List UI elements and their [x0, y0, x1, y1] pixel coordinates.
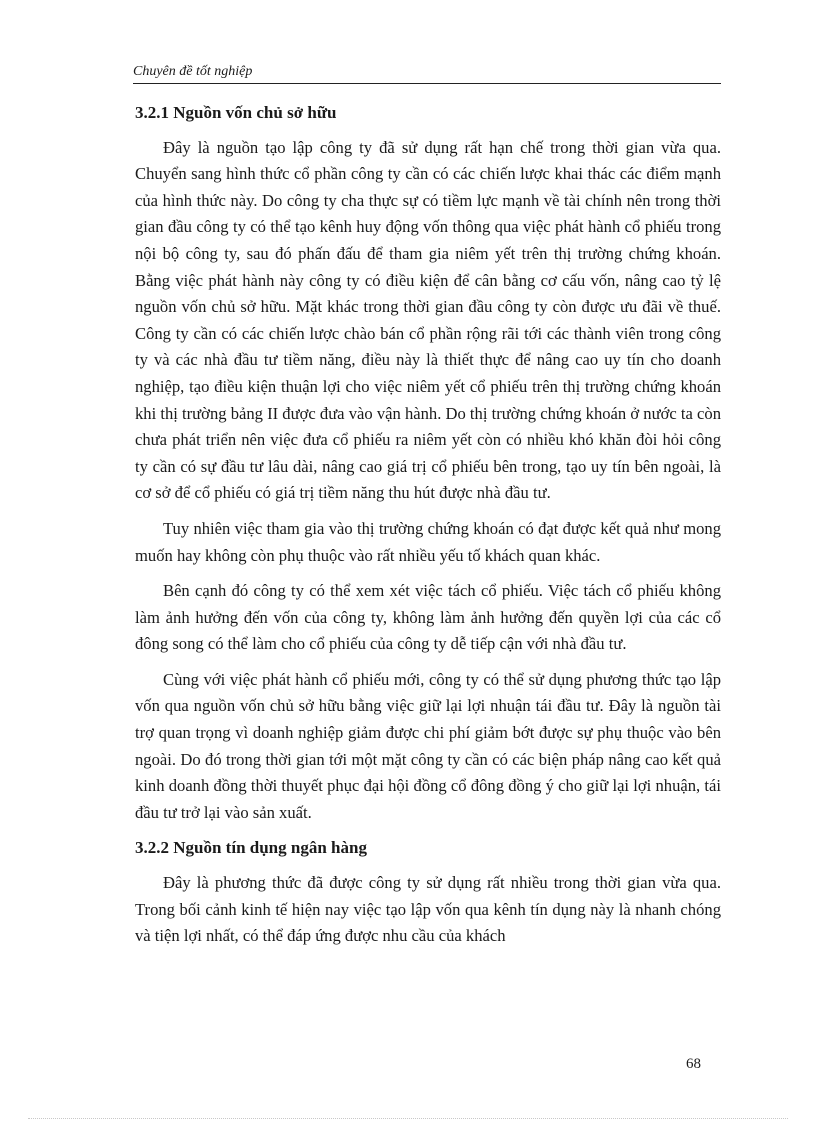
paragraph: Cùng với việc phát hành cổ phiếu mới, công ty có thể sử dụng phương thức tạo lập vốn qua nguồn vốn chủ sở hữu bằng việc giữ lại lợi nhuận tái đầu tư. Đây là nguồn tài trợ quan trọng vì doanh nghiệp giảm được chi phí giảm bớt được sự phụ thuộc vào bên ngoài. Do đó trong thời gian tới một mặt công ty cần có các biện pháp nâng cao kết quả kinh doanh đồng thời thuyết phục đại hội đồng cổ đông đồng ý cho giữ lại lợi nhuận, tái đầu tư trở lại vào sản xuất.: [135, 669, 721, 822]
footer-divider: [28, 1118, 788, 1119]
running-header: Chuyên đề tốt nghiệp: [133, 64, 721, 84]
paragraph: Bên cạnh đó công ty có thể xem xét việc tách cổ phiếu. Việc tách cổ phiếu không làm ảnh hưởng đến vốn của công ty, không làm ảnh hưởng đến quyền lợi của các cổ đông song có thể làm cho cổ phiếu của công ty dễ tiếp cận với nhà đầu tư.: [135, 581, 721, 654]
paragraph: Tuy nhiên việc tham gia vào thị trường chứng khoán có đạt được kết quả như mong muốn hay không còn phụ thuộc vào rất nhiều yếu tố khách quan khác.: [135, 518, 721, 565]
section-heading-3-2-2: 3.2.2 Nguồn tín dụng ngân hàng: [135, 838, 367, 858]
paragraph: Đây là phương thức đã được công ty sử dụng rất nhiều trong thời gian vừa qua. Trong bối cảnh kinh tế hiện nay việc tạo lập vốn qua kênh tín dụng này là nhanh chóng và tiện lợi nhất, có thể đáp ứng được nhu cầu của khách: [135, 873, 721, 946]
section-heading-3-2-1: 3.2.1 Nguồn vốn chủ sở hữu: [135, 103, 337, 122]
page-number: 68: [686, 1056, 701, 1072]
page-content: [135, 100, 721, 959]
paragraph: Đây là nguồn tạo lập công ty đã sử dụng rất hạn chế trong thời gian vừa qua. Chuyển sang hình thức cổ phần công ty cần có các chiến lược khai thác các điểm mạnh của hình thức này. Do công ty cha thực sự có tiềm lực mạnh về tài chính nên trong thời gian đầu công ty có thể tạo kênh huy động vốn thông qua việc phát hành cổ phiếu trong nội bộ công ty, sau đó phấn đấu để tham gia niêm yết trên thị trường chứng khoán. Bằng việc phát hành này công ty có điều kiện để cân bằng cơ cấu vốn, nâng cao tỷ lệ nguồn vốn chủ sở hữu. Mặt khác trong thời gian đầu công ty còn được ưu đãi về thuế. Công ty cần có các chiến lược chào bán cổ phần rộng rãi tới các thành viên trong công ty và các nhà đầu tư tiềm năng, điều này là thiết thực để nâng cao uy tín cho doanh nghiệp, tạo điều kiện thuận lợi cho việc niêm yết cổ phiếu trên thị trường chứng khoán khi thị trường bảng II được đưa vào vận hành. Do thị trường chứng khoán ở nước ta còn chưa phát triển nên việc đưa cổ phiếu ra niêm yết còn có nhiều khó khăn đòi hỏi công ty cần có sự đầu tư lâu dài, nâng cao giá trị cổ phiếu bên trong, tạo uy tín bên ngoài, là cơ sở để cổ phiếu có giá trị tiềm năng thu hút được nhà đầu tư.: [135, 137, 721, 503]
